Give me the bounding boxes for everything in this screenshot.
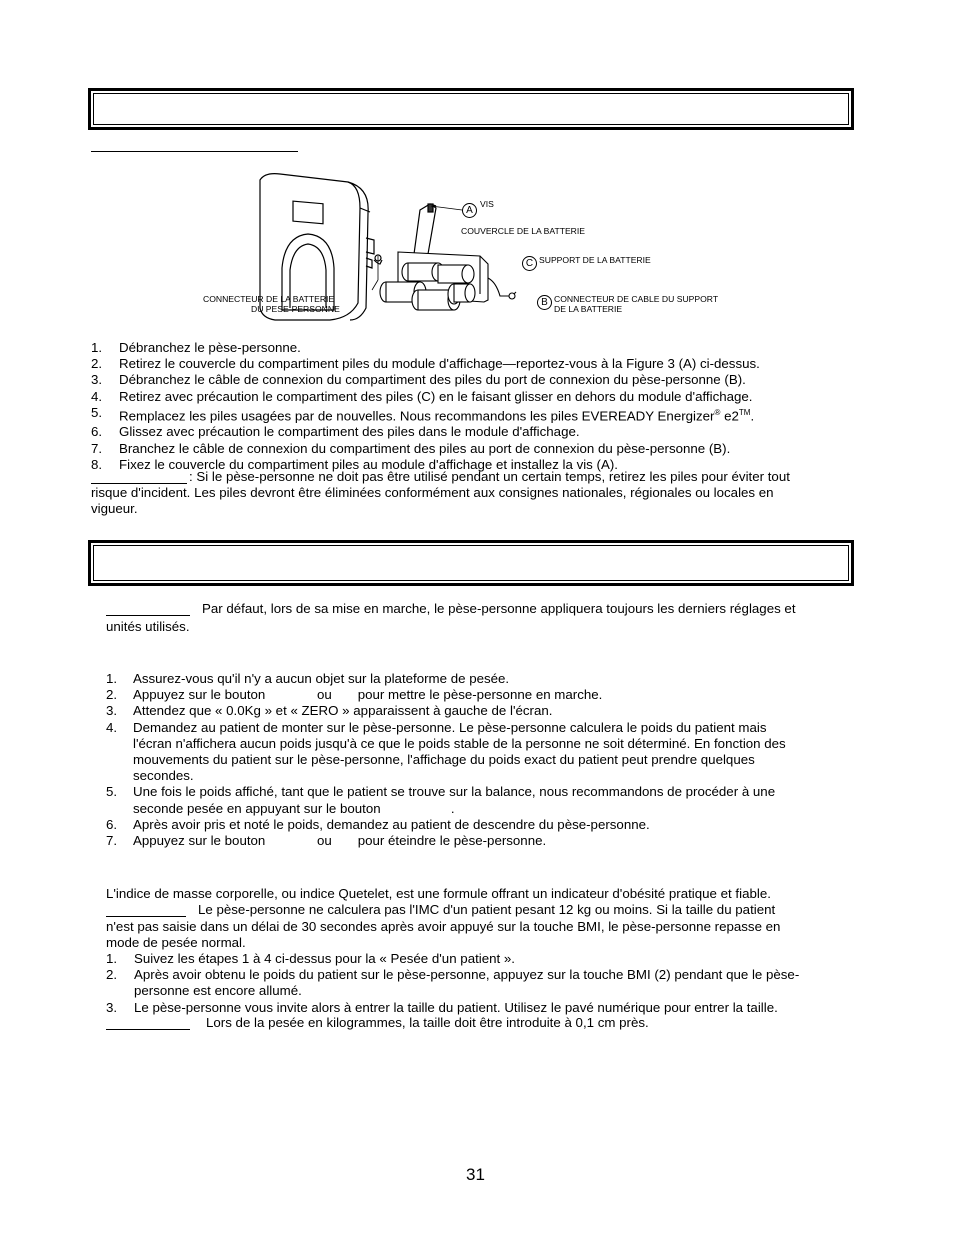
battery-note-line3: vigueur.: [91, 501, 138, 516]
section-subheading-underline: [91, 151, 298, 152]
page-number: 31: [466, 1165, 485, 1184]
list-item: 1. Suivez les étapes 1 à 4 ci-dessus pour la « Pesée d'un patient ».: [106, 951, 515, 966]
list-item: 2. Retirez le couvercle du compartiment piles du module d'affichage—reportez-vous à la Figure 3 (A) ci-dessus.: [91, 356, 760, 372]
list-item: 6. Glissez avec précaution le compartiment des piles dans le module d'affichage.: [91, 424, 580, 440]
list-item: 4. Demandez au patient de monter sur le pèse-personne. Le pèse-personne calculera le poids du patient mais l'écran n'affichera aucun poids jusqu'à ce que le poids stable de la personne ne soit déterminé. En fonction des mouvements du patient sur le pèse-personne, l'affichage du poids exact du patient peut prendre quelques secondes.: [106, 719, 786, 784]
callout-b-circle: B: [537, 295, 552, 310]
note-underline: [91, 483, 187, 484]
battery-holder-drawing: [380, 252, 516, 310]
callout-c-circle: C: [522, 256, 537, 271]
list-item: 4. Retirez avec précaution le compartiment des piles (C) en le faisant glisser en dehors du module d'affichage.: [91, 388, 753, 404]
scale-connector-label-line2: DU PESE-PERSONNE: [251, 304, 340, 314]
battery-steps-list: [91, 340, 831, 473]
list-item: 2. Appuyez sur le bouton ou pour mettre le pèse-personne en marche.: [106, 687, 603, 703]
list-item: 5. Remplacez les piles usagées par de nouvelles. Nous recommandons les piles EVEREADY Energizer® e2™.: [91, 404, 755, 424]
scale-connector-label-line1: CONNECTEUR DE LA BATTERIE: [203, 294, 335, 304]
battery-cover-label: COUVERCLE DE LA BATTERIE: [461, 226, 586, 236]
bmi-note-line3: mode de pesée normal.: [106, 935, 246, 950]
list-item: 3. Débranchez le câble de connexion du compartiment des piles du port de connexion du pèse-personne (B).: [91, 372, 746, 388]
weigh-steps-list: [106, 671, 846, 849]
callout-b-label-line2: DE LA BATTERIE: [554, 304, 623, 314]
default-note-line2: unités utilisés.: [106, 619, 190, 634]
list-item: 3. Attendez que « 0.0Kg » et « ZERO » apparaissent à gauche de l'écran.: [106, 703, 553, 719]
bmi-steps-list: [106, 951, 846, 1016]
list-item: 8. Fixez le couvercle du compartiment piles au module d'affichage et installez la vis (A).: [91, 456, 618, 472]
callout-a-label: VIS: [480, 199, 494, 209]
battery-note-line1: : Si le pèse-personne ne doit pas être utilisé pendant un certain temps, retirez les piles pour éviter tout: [189, 469, 790, 484]
bmi-intro: L'indice de masse corporelle, ou indice Quetelet, est une formule offrant un indicateur d'obésité pratique et fiable.: [106, 886, 771, 901]
default-note-line1: Par défaut, lors de sa mise en marche, le pèse-personne appliquera toujours les derniers réglages et: [202, 601, 796, 616]
bmi-note-line1: Le pèse-personne ne calculera pas l'IMC d'un patient pesant 12 kg ou moins. Si la taille du patient: [198, 902, 776, 917]
list-item: 1. Débranchez le pèse-personne.: [91, 340, 301, 355]
list-item: 7. Branchez le câble de connexion du compartiment des piles au port de connexion du pèse-personne (B).: [91, 440, 731, 456]
height-note: Lors de la pesée en kilogrammes, la taille doit être introduite à 0,1 cm près.: [206, 1015, 649, 1030]
list-item: 2. Après avoir obtenu le poids du patient sur le pèse-personne, appuyez sur la touche BMI (2) pendant que le pèse- personne est encore allumé.: [106, 967, 800, 999]
bmi-note-line2: n'est pas saisie dans un délai de 30 secondes après avoir appuyé sur la touche BMI, le pèse-personne repasse en: [106, 919, 781, 934]
note-underline: [106, 615, 190, 616]
list-item: 1. Assurez-vous qu'il n'y a aucun objet sur la plateforme de pesée.: [106, 671, 510, 686]
battery-note-line2: risque d'incident. Les piles devront être éliminées conformément aux consignes nationales, régionales ou locales en: [91, 485, 774, 500]
callout-a-circle: A: [462, 203, 477, 218]
battery-cover-drawing: [414, 204, 436, 258]
section-header-box-1: [88, 88, 854, 130]
callout-b-label-line1: CONNECTEUR DE CABLE DU SUPPORT: [554, 294, 719, 304]
note-underline: [106, 916, 186, 917]
note-underline: [106, 1029, 190, 1030]
list-item: 5. Une fois le poids affiché, tant que le patient se trouve sur la balance, nous recommandons de procéder à une seconde pesée en appuyant sur le bouton .: [106, 784, 776, 816]
callout-c-label: SUPPORT DE LA BATTERIE: [539, 255, 651, 265]
list-item: 6. Après avoir pris et noté le poids, demandez au patient de descendre du pèse-personne.: [106, 816, 650, 832]
list-item: 3. Le pèse-personne vous invite alors à entrer la taille du patient. Utilisez le pavé numérique pour entrer la taille.: [106, 999, 778, 1015]
list-item: 7. Appuyez sur le bouton ou pour éteindre le pèse-personne.: [106, 833, 547, 849]
section-header-box-2: [88, 540, 854, 586]
